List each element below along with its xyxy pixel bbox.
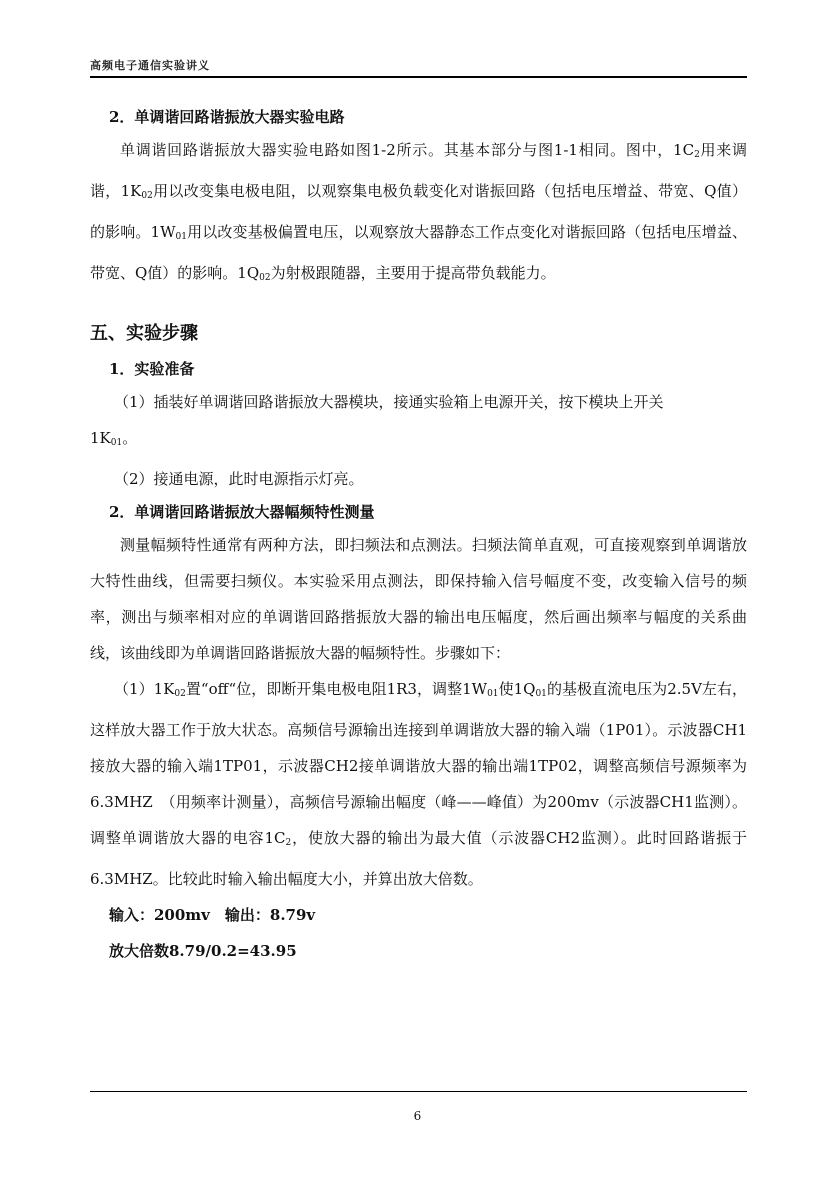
step-1-continuation (90, 420, 747, 461)
page-body (90, 102, 747, 969)
text-run: 1K (90, 429, 111, 447)
step-1-paragraph (90, 384, 747, 420)
text-run: 为射极跟随器，主要用于提高带负载能力。 (270, 264, 556, 282)
subscript: 01 (175, 232, 187, 242)
subscript: 2 (285, 838, 292, 848)
subsection-heading-measure: 2．单调谐回路谐振放大器幅频特性测量 (109, 503, 375, 521)
paragraph-circuit-description (90, 132, 747, 296)
paragraph-procedure (90, 671, 747, 897)
subscript: 01 (487, 689, 499, 699)
section-heading-5: 五、实验步骤 (90, 323, 198, 344)
section-heading-2: 2．单调谐回路谐振放大器实验电路 (109, 108, 345, 126)
footer-rule (90, 1091, 747, 1092)
text-run: 用以改变基极偏置电压，以观察放大器静态工作点变化对谐振回路（包括电压增益、带宽、Q值）的影响。1Q (90, 223, 747, 282)
header-rule (90, 76, 747, 78)
subscript: 02 (174, 689, 186, 699)
text-run: （1）插装好单调谐回路谐振放大器模块，接通实验箱上电源开关，按下模块上开关 (114, 393, 664, 411)
prep-body (90, 384, 747, 497)
text-run: ，使放大器的输出为最大值（示波器CH2监测）。此时回路谐振于6.3MHZ。比较此时输入输出幅度大小，并算出放大倍数。 (90, 829, 747, 888)
subscript: 2 (694, 150, 700, 160)
text-run: 。 (122, 429, 138, 447)
text-run: 置“off“位，即断开集电极电阻1R3，调整1W (185, 680, 488, 698)
measure-body (90, 527, 747, 897)
result-gain: 放大倍数8.79/0.2=43.95 (109, 942, 297, 960)
text-run: 使1Q (498, 680, 536, 698)
page-number: 6 (413, 1109, 422, 1123)
subscript: 01 (535, 689, 547, 699)
section-2-body (90, 132, 747, 296)
running-header: 高频电子通信实验讲义 (90, 59, 210, 72)
text-run: 用以改变集电极电阻，以观察集电极负载变化对谐振回路（包括电压增益、带宽、Q值）的影响。1W (90, 182, 747, 241)
text-run: 单调谐回路谐振放大器实验电路如图1-2所示。其基本部分与图1-1相同。图中，1C (120, 141, 695, 159)
subscript: 02 (141, 191, 153, 201)
subscript: 02 (259, 273, 271, 283)
paragraph-method: 测量幅频特性通常有两种方法，即扫频法和点测法。扫频法简单直观，可直接观察到单调谐放大特性曲线，但需要扫频仪。本实验采用点测法，即保持输入信号幅度不变，改变输入信号的频率，测出与频率相对应的单调谐回路揩振放大器的输出电压幅度，然后画出频率与幅度的关系曲线，该曲线即为单调谐回路谐振放大器的幅频特性。步骤如下： (90, 536, 747, 662)
text-run: 的基极直流电压为2.5V左右，这样放大器工作于放大状态。高频信号源输出连接到单调谐放大器的输入端（1P01）。示波器CH1接放大器的输入端1TP01，示波器CH2接单调谐放大器的输出端1TP02，调整高频信号源频率为6.3MHZ （用频率计测量），高频信号源输出幅度（峰——峰值）为200mv（示波器CH1监测）。调整单调谐放大器的电容1C (90, 680, 747, 847)
subscript: 01 (110, 438, 123, 448)
subsection-heading-prep: 1．实验准备 (109, 360, 195, 378)
result-input-output: 输入：200mv 输出：8.79v (109, 906, 316, 924)
step-2-paragraph: （2）接通电源，此时电源指示灯亮。 (114, 470, 364, 488)
text-run: （1）1K (114, 680, 175, 698)
text-run: 用来调谐，1K (90, 141, 747, 200)
